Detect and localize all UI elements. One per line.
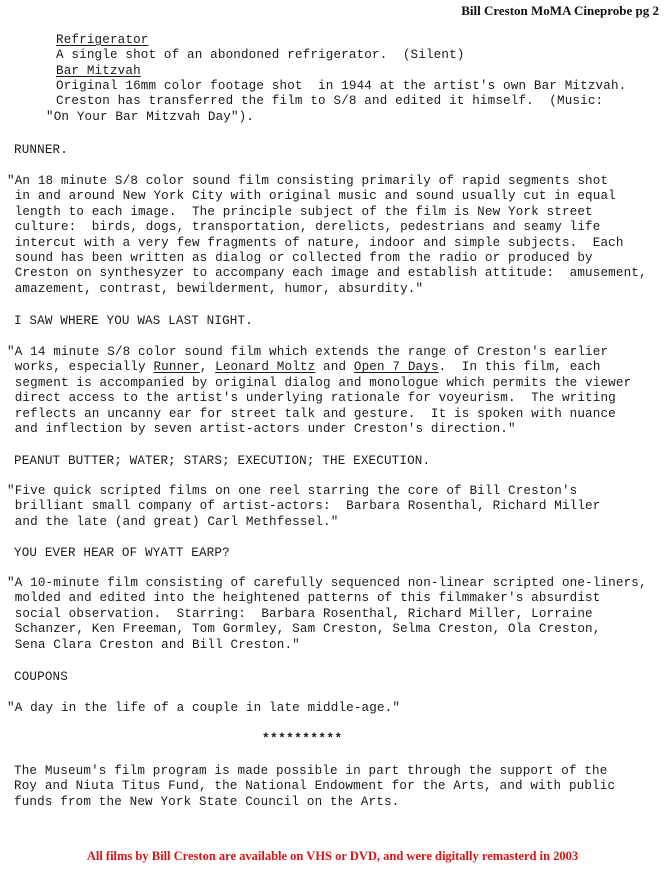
peanut-description	[7, 484, 600, 530]
text-line: and inflection by seven artist-actors under Creston's direction."	[7, 422, 516, 437]
text-fragment: and	[315, 360, 354, 375]
text-line: "A 10-minute film consisting of carefully sequenced non-linear scripted one-liners,	[7, 576, 647, 590]
text-line: "Five quick scripted films on one reel starring the core of Bill Creston's	[7, 484, 578, 498]
text-line: Creston has transferred the film to S/8 and edited it himself. (Music:	[56, 94, 604, 109]
text-fragment: works, especially	[7, 360, 154, 375]
film-title-leonard-moltz: Leonard Moltz	[215, 360, 316, 375]
film-title-runner: Runner	[153, 360, 200, 375]
availability-footer: All films by Bill Creston are available on VHS or DVD, and were digitally remasterd in 2003	[86, 849, 579, 863]
text-line: brilliant small company of artist-actors: Barbara Rosenthal, Richard Miller	[7, 499, 601, 514]
text-line: in and around New York City with original music and sound usually cut in equal	[7, 189, 616, 204]
bar-mitzvah-music: "On Your Bar Mitzvah Day").	[46, 110, 255, 124]
text-line: reflects an uncanny ear for street talk and gesture. It is spoken with nuance	[7, 406, 616, 421]
peanut-title: PEANUT BUTTER; WATER; STARS; EXECUTION; THE EXECUTION.	[14, 454, 431, 468]
bar-mitzvah-title: Bar Mitzvah	[56, 64, 141, 78]
text-line: The Museum's film program is made possible in part through the support of the	[14, 764, 608, 778]
page-header: Bill Creston MoMA Cineprobe pg 2	[461, 3, 659, 18]
coupons-title: COUPONS	[14, 670, 68, 684]
text-line: direct access to the artist's underlying rationale for voyeurism. The writing	[7, 391, 616, 406]
text-line: culture: birds, dogs, transportation, derelicts, pedestrians and seamy life	[7, 220, 601, 235]
refrigerator-description: A single shot of an abondoned refrigerator. (Silent)	[56, 48, 465, 62]
text-line: Roy and Niuta Titus Fund, the National Endowment for the Arts, and with public	[14, 779, 616, 794]
separator-stars: **********	[262, 732, 343, 746]
text-line: "An 18 minute S/8 color sound film consisting primarily of rapid segments shot	[7, 174, 609, 188]
text-line: intercut with a very few fragments of nature, indoor and simple subjects. Each	[7, 235, 624, 250]
runner-title: RUNNER.	[14, 143, 68, 157]
text-fragment: ,	[199, 360, 216, 375]
text-line: Creston on synthesyzer to accompany each image and establish attitude: amusement,	[7, 266, 647, 281]
text-line: Schanzer, Ken Freeman, Tom Gormley, Sam Creston, Selma Creston, Ola Creston,	[7, 622, 601, 637]
wyatt-description	[7, 576, 647, 653]
wyatt-title: YOU EVER HEAR OF WYATT EARP?	[14, 546, 230, 560]
bar-mitzvah-description	[56, 79, 626, 110]
runner-description	[7, 174, 647, 297]
saw-title: I SAW WHERE YOU WAS LAST NIGHT.	[14, 314, 253, 328]
text-line: social observation. Starring: Barbara Rosenthal, Richard Miller, Lorraine	[7, 606, 593, 621]
funding-note	[14, 764, 615, 810]
text-line: and the late (and great) Carl Methfessel."	[7, 514, 339, 529]
refrigerator-title: Refrigerator	[56, 33, 149, 47]
text-line: sound has been written as dialog or collected from the radio or produced by	[7, 251, 593, 266]
film-title-open-7-days: Open 7 Days	[353, 360, 439, 375]
text-line: segment is accompanied by original dialog and monologue which permits the viewer	[7, 375, 632, 390]
text-line: length to each image. The principle subject of the film is New York street	[7, 204, 593, 219]
text-line: amazement, contrast, bewilderment, humor, absurdity."	[7, 281, 424, 296]
text-line	[7, 360, 631, 375]
coupons-description: "A day in the life of a couple in late middle-age."	[7, 701, 401, 715]
text-fragment: . In this film, each	[438, 360, 601, 375]
text-line: Sena Clara Creston and Bill Creston."	[7, 637, 300, 652]
text-line: molded and edited into the heightened patterns of this filmmaker's absurdist	[7, 591, 601, 606]
text-line: "A 14 minute S/8 color sound film which extends the range of Creston's earlier	[7, 345, 609, 359]
text-line: Original 16mm color footage shot in 1944 at the artist's own Bar Mitzvah.	[56, 79, 627, 93]
saw-description	[7, 345, 631, 437]
text-line: funds from the New York State Council on the Arts.	[14, 794, 400, 809]
